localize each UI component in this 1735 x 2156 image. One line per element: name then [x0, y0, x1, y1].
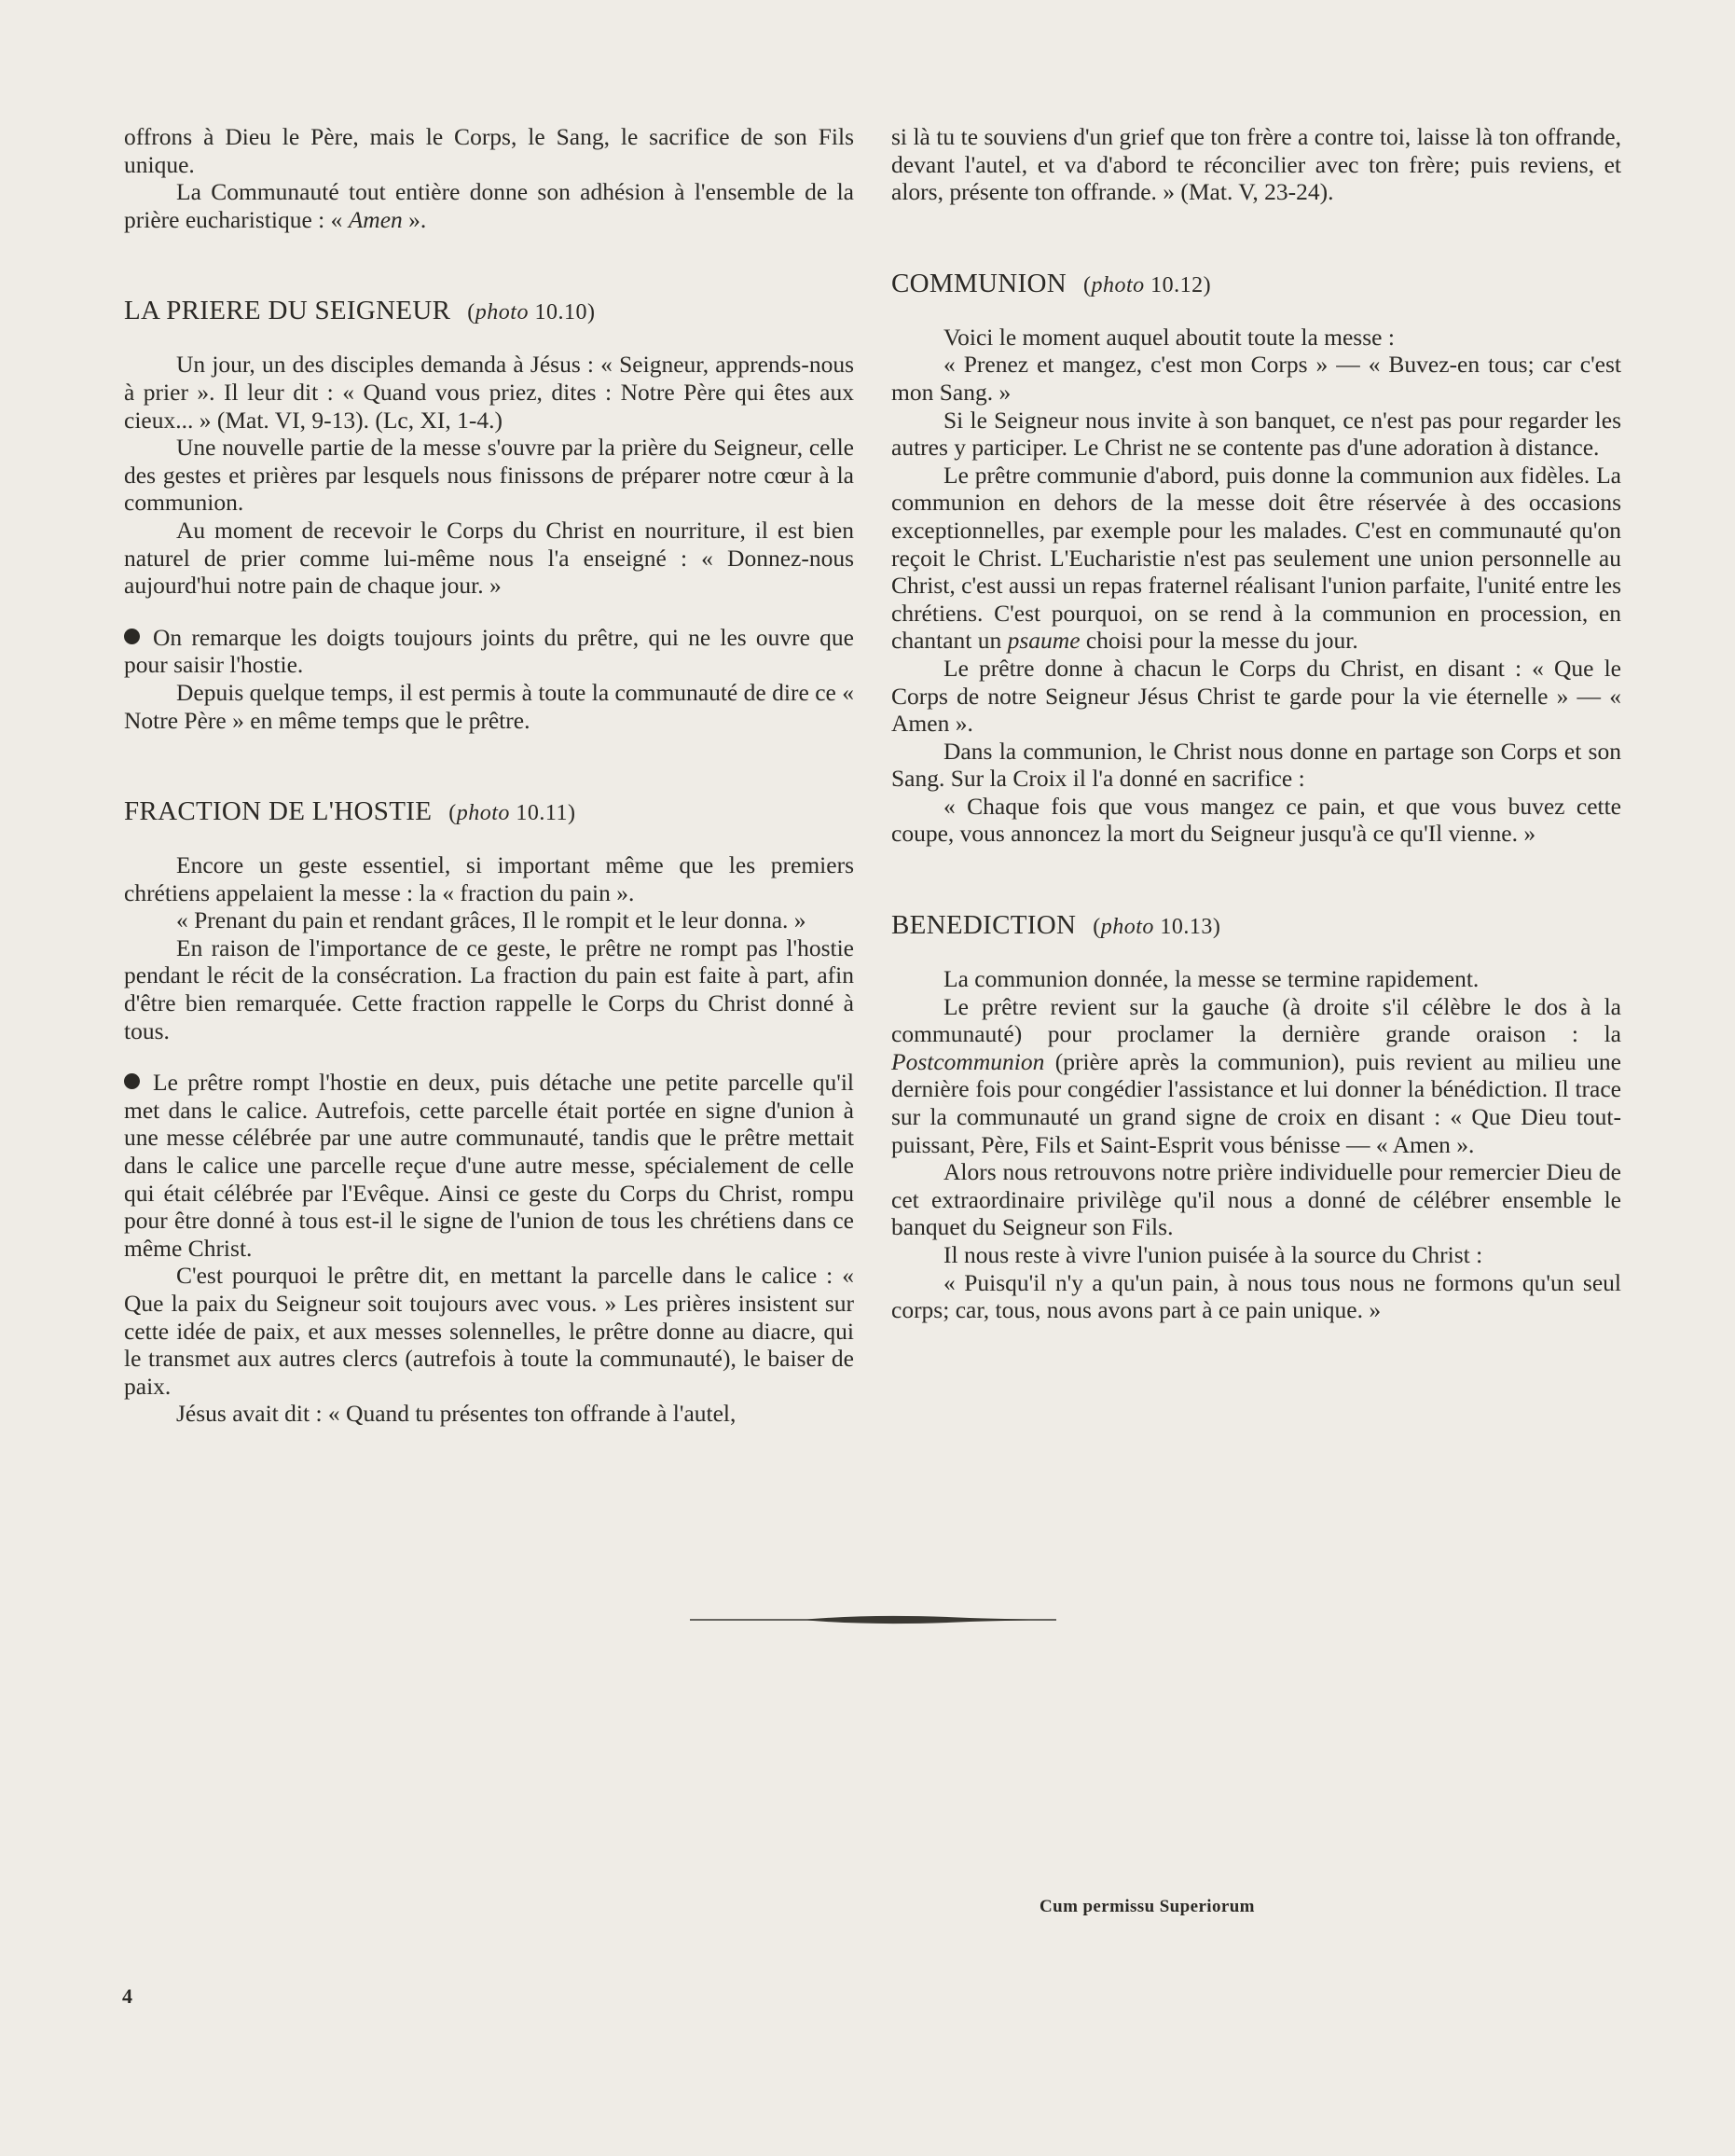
section-fraction-de-l-hostie — [124, 795, 854, 1428]
permissu-note: Cum permissu Superiorum — [1040, 1897, 1255, 1916]
paragraph: « Puisqu'il n'y a qu'un pain, à nous tous nous ne formons qu'un seul corps; car, tous, nous avons part à ce pain unique. » — [891, 1268, 1621, 1324]
paragraph: Depuis quelque temps, il est permis à toute la communauté de dire ce « Notre Père » en même temps que le prêtre. — [124, 678, 854, 734]
ornamental-divider — [690, 1613, 1056, 1626]
section-title: BENEDICTION (photo 10.13) — [891, 910, 1221, 941]
bullet-paragraph: Le prêtre rompt l'hostie en deux, puis détache une petite parcelle qu'il met dans le calice. Autrefois, cette parcelle était portée en signe d'union à une messe célébrée par une autre communauté, tandis que le prêtre mettait dans le calice une parcelle reçue d'une autre messe, spécialement de celle qui était célébrée par l'Evêque. Ainsi ce geste du Corps du Christ, rompu pour être donné à tous est-il le signe de l'union de tous les chrétiens dans ce même Christ. — [124, 1069, 854, 1262]
paragraph: Il nous reste à vivre l'union puisée à la source du Christ : — [943, 1241, 1483, 1268]
paragraph: Dans la communion, le Christ nous donne en partage son Corps et son Sang. Sur la Croix il l'a donné en sacrifice : — [891, 737, 1621, 793]
section-priere-du-seigneur — [124, 295, 854, 734]
paragraph: Au moment de recevoir le Corps du Christ en nourriture, il est bien naturel de prier comme lui-même nous l'a enseigné : « Donnez-nous aujourd'hui notre pain de chaque jour. » — [124, 516, 854, 600]
section-title: FRACTION DE L'HOSTIE (photo 10.11) — [124, 796, 576, 827]
left-column — [124, 123, 854, 1428]
paragraph: Le prêtre communie d'abord, puis donne la communion aux fidèles. La communion en dehors de la messe doit être réservée à des occasions exceptionnelles, par exemple pour les malades. C'est en communauté qu'on reçoit le Christ. L'Eucharistie n'est pas seulement une union personnelle au Christ, c'est aussi un repas fraternel réalisant l'union parfaite, l'unité entre les chrétiens. C'est pourquoi, on se rend à la communion en procession, en chantant un psaume choisi pour la messe du jour. — [891, 461, 1621, 655]
paragraph: Jésus avait dit : « Quand tu présentes ton offrande à l'autel, — [176, 1400, 737, 1428]
paragraph: « Chaque fois que vous mangez ce pain, et que vous buvez cette coupe, vous annoncez la mort du Seigneur jusqu'à ce qu'Il vienne. » — [891, 792, 1621, 848]
paragraph: « Prenant du pain et rendant grâces, Il le rompit et le leur donna. » — [176, 906, 806, 934]
bullet-paragraph: On remarque les doigts toujours joints du prêtre, qui ne les ouvre que pour saisir l'hostie. — [124, 623, 854, 679]
section-title: COMMUNION (photo 10.12) — [891, 268, 1212, 298]
intro-paragraph: si là tu te souviens d'un grief que ton frère a contre toi, laisse là ton offrande, devant l'autel, et va d'abord te réconcilier avec ton frère; puis reviens, et alors, présente ton offrande. » (Mat. V, 23-24). — [891, 123, 1621, 206]
right-column — [891, 123, 1621, 1324]
paragraph: Un jour, un des disciples demanda à Jésus : « Seigneur, apprends-nous à prier ». Il leur dit : « Quand vous priez, dites : Notre Père qui êtes aux cieux... » (Mat. VI, 9-13). (Lc, XI, 1-4.) — [124, 351, 854, 434]
paragraph: La communion donnée, la messe se termine rapidement. — [943, 965, 1480, 993]
section-title: LA PRIERE DU SEIGNEUR (photo 10.10) — [124, 296, 596, 326]
intro-paragraph-1: offrons à Dieu le Père, mais le Corps, le Sang, le sacrifice de son Fils unique. — [124, 123, 854, 178]
bullet-icon — [124, 1073, 140, 1089]
paragraph: Le prêtre donne à chacun le Corps du Christ, en disant : « Que le Corps de notre Seigneur Jésus Christ te garde pour la vie éternelle » — « Amen ». — [891, 654, 1621, 738]
section-communion — [891, 268, 1621, 848]
paragraph: Encore un geste essentiel, si important même que les premiers chrétiens appelaient la messe : la « fraction du pain ». — [124, 851, 854, 906]
paragraph: Le prêtre revient sur la gauche (à droite s'il célèbre le dos à la communauté) pour proclamer la dernière grande oraison : la Postcommunion (prière après la communion), puis revient au milieu une dernière fois pour congédier l'assistance et lui donner la bénédiction. Il trace sur la communauté un grand signe de croix en disant : « Que Dieu tout-puissant, Père, Fils et Saint-Esprit vous bénisse — « Amen ». — [891, 992, 1621, 1158]
paragraph: Voici le moment auquel aboutit toute la messe : — [943, 323, 1395, 351]
paragraph: « Prenez et mangez, c'est mon Corps » — « Buvez-en tous; car c'est mon Sang. » — [891, 351, 1621, 406]
paragraph: En raison de l'importance de ce geste, le prêtre ne rompt pas l'hostie pendant le récit de la consécration. La fraction du pain est faite à part, afin d'être bien remarquée. Cette fraction rappelle le Corps du Christ donné à tous. — [124, 933, 854, 1044]
section-benediction — [891, 909, 1621, 1324]
paragraph: Une nouvelle partie de la messe s'ouvre par la prière du Seigneur, celle des gestes et prières par lesquels nous finissons de préparer notre cœur à la communion. — [124, 434, 854, 517]
paragraph: C'est pourquoi le prêtre dit, en mettant la parcelle dans le calice : « Que la paix du Seigneur soit toujours avec vous. » Les prières insistent sur cette idée de paix, et aux messes solennelles, le prêtre donne au diacre, qui le transmet aux autres clercs (autrefois à toute la communauté), le baiser de paix. — [124, 1262, 854, 1400]
intro-paragraph-2: La Communauté tout entière donne son adhésion à l'ensemble de la prière eucharistique : « Amen ». — [124, 178, 854, 233]
paragraph: Alors nous retrouvons notre prière individuelle pour remercier Dieu de cet extraordinaire privilège qu'il nous a donné de célébrer ensemble le banquet du Seigneur son Fils. — [891, 1158, 1621, 1241]
page-number: 4 — [122, 1984, 132, 2008]
bullet-icon — [124, 629, 140, 644]
paragraph: Si le Seigneur nous invite à son banquet, ce n'est pas pour regarder les autres y participer. Le Christ ne se contente pas d'une adoration à distance. — [891, 406, 1621, 462]
